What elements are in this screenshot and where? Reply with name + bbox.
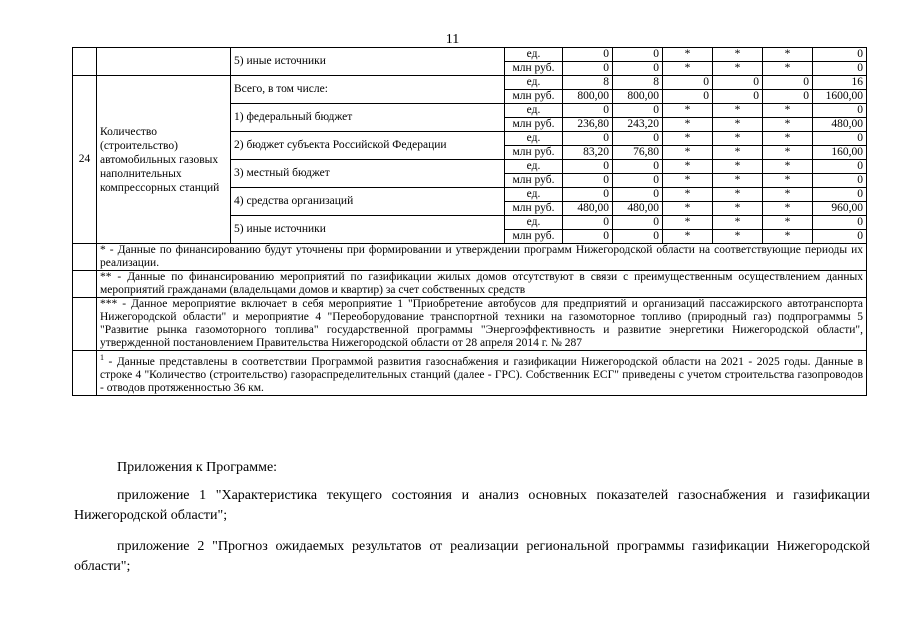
- value-cell: 0: [613, 230, 663, 244]
- value-cell: 0: [563, 132, 613, 146]
- value-cell: 0: [613, 132, 663, 146]
- value-cell: 0: [813, 62, 867, 76]
- value-cell: *: [713, 174, 763, 188]
- value-cell: *: [763, 202, 813, 216]
- value-cell: 16: [813, 76, 867, 90]
- value-cell: *: [763, 104, 813, 118]
- value-cell: *: [763, 188, 813, 202]
- value-cell: 0: [813, 188, 867, 202]
- value-cell: *: [763, 230, 813, 244]
- value-cell: 0: [613, 48, 663, 62]
- note-left-cell: [73, 244, 97, 271]
- row-index: 24: [73, 76, 97, 244]
- value-cell: 0: [563, 160, 613, 174]
- value-cell: 0: [613, 62, 663, 76]
- indicator-cell: [97, 48, 231, 76]
- value-cell: 960,00: [813, 202, 867, 216]
- unit-cell: млн руб.: [505, 146, 563, 160]
- source-name-cell: 5) иные источники: [231, 48, 505, 76]
- value-cell: 0: [613, 216, 663, 230]
- value-cell: *: [713, 160, 763, 174]
- value-cell: 0: [563, 62, 613, 76]
- value-cell: *: [663, 62, 713, 76]
- note-left-cell: [73, 271, 97, 298]
- appendix-item-1: приложение 1 "Характеристика текущего состояния и анализ основных показателей газоснабжения и газификации Нижегородской области";: [74, 488, 870, 523]
- value-cell: 76,80: [613, 146, 663, 160]
- value-cell: *: [713, 62, 763, 76]
- value-cell: 8: [613, 76, 663, 90]
- value-cell: 0: [613, 188, 663, 202]
- value-cell: *: [713, 104, 763, 118]
- value-cell: *: [663, 48, 713, 62]
- value-cell: 160,00: [813, 146, 867, 160]
- value-cell: *: [713, 230, 763, 244]
- unit-cell: ед.: [505, 216, 563, 230]
- value-cell: 0: [563, 188, 613, 202]
- value-cell: *: [763, 48, 813, 62]
- value-cell: 0: [563, 230, 613, 244]
- value-cell: 0: [563, 104, 613, 118]
- unit-cell: млн руб.: [505, 118, 563, 132]
- value-cell: *: [763, 160, 813, 174]
- value-cell: 0: [713, 76, 763, 90]
- value-cell: 0: [813, 104, 867, 118]
- source-name-cell: 1) федеральный бюджет: [231, 104, 505, 132]
- value-cell: 0: [663, 90, 713, 104]
- footnote-3: *** - Данное мероприятие включает в себя мероприятие 1 "Приобретение автобусов для предприятий и организаций пассажирского автотранспорта Нижегородской области" и мероприятие 4 "Переоборудование транспортной техники на газомоторное топливо (природный газ) подпрограммы 5 "Развитие рынка газомоторного топлива" государственной программы "Энергоэффективность и развитие энергетики Нижегородской области", утвержденной постановлением Правительства Нижегородской области от 28 апреля 2014 г. № 287: [97, 298, 867, 351]
- unit-cell: ед.: [505, 160, 563, 174]
- value-cell: 0: [813, 160, 867, 174]
- value-cell: 8: [563, 76, 613, 90]
- unit-cell: млн руб.: [505, 174, 563, 188]
- value-cell: *: [713, 216, 763, 230]
- value-cell: *: [713, 118, 763, 132]
- footnote-1: * - Данные по финансированию будут уточнены при формировании и утверждении программ Нижегородской области на соответствующие периоды их реализации.: [97, 244, 867, 271]
- footnote-2: ** - Данные по финансированию мероприятий по газификации жилых домов отсутствуют в связи с преимущественным осуществлением данных мероприятий гражданами (владельцами домов и квартир) за счет собственных средств: [97, 271, 867, 298]
- value-cell: *: [663, 118, 713, 132]
- table-row: [73, 76, 867, 90]
- value-cell: 0: [713, 90, 763, 104]
- value-cell: 800,00: [563, 90, 613, 104]
- unit-cell: ед.: [505, 76, 563, 90]
- value-cell: 0: [613, 160, 663, 174]
- value-cell: *: [663, 230, 713, 244]
- value-cell: 0: [613, 104, 663, 118]
- value-cell: 0: [813, 132, 867, 146]
- source-name-cell: 4) средства организаций: [231, 188, 505, 216]
- note-row: [73, 271, 867, 298]
- value-cell: *: [763, 62, 813, 76]
- footnote-4: [97, 351, 867, 396]
- financing-table: [72, 47, 867, 396]
- value-cell: *: [663, 146, 713, 160]
- value-cell: 0: [563, 174, 613, 188]
- value-cell: 236,80: [563, 118, 613, 132]
- value-cell: *: [713, 132, 763, 146]
- value-cell: 0: [563, 48, 613, 62]
- value-cell: *: [763, 216, 813, 230]
- source-name-cell: Всего, в том числе:: [231, 76, 505, 104]
- unit-cell: ед.: [505, 104, 563, 118]
- unit-cell: ед.: [505, 48, 563, 62]
- value-cell: 83,20: [563, 146, 613, 160]
- source-name-cell: 3) местный бюджет: [231, 160, 505, 188]
- value-cell: 0: [763, 90, 813, 104]
- value-cell: *: [663, 174, 713, 188]
- table-row: [73, 48, 867, 62]
- value-cell: 480,00: [813, 118, 867, 132]
- value-cell: 0: [663, 76, 713, 90]
- value-cell: *: [663, 216, 713, 230]
- value-cell: *: [763, 132, 813, 146]
- value-cell: *: [663, 132, 713, 146]
- footnote-text: - Данные представлены в соответствии Программой развития газоснабжения и газификации Нижегородской области на 2021 - 2025 годы. Данные в строке 4 "Количество (строительство) газораспределительных станций (далее - ГРС). Собственник ЕСГ" приведены с учетом строительства газопроводов - отводов протяженностью 36 км.: [100, 355, 863, 394]
- appendix-heading: Приложения к Программе:: [117, 460, 278, 475]
- value-cell: *: [663, 188, 713, 202]
- appendix-item-2: приложение 2 "Прогноз ожидаемых результатов от реализации региональной программы газификации Нижегородской области";: [74, 539, 870, 574]
- value-cell: *: [663, 202, 713, 216]
- value-cell: 0: [763, 76, 813, 90]
- unit-cell: ед.: [505, 188, 563, 202]
- note-left-cell: [73, 298, 97, 351]
- value-cell: 480,00: [613, 202, 663, 216]
- unit-cell: млн руб.: [505, 230, 563, 244]
- indicator-name: Количество (строительство) автомобильных газовых наполнительных компрессорных станций: [97, 76, 231, 244]
- source-name-cell: 2) бюджет субъекта Российской Федерации: [231, 132, 505, 160]
- value-cell: 0: [563, 216, 613, 230]
- index-cell: [73, 48, 97, 76]
- note-row: [73, 351, 867, 396]
- value-cell: *: [713, 146, 763, 160]
- value-cell: 0: [613, 174, 663, 188]
- source-name-cell: 5) иные источники: [231, 216, 505, 244]
- value-cell: 0: [813, 174, 867, 188]
- value-cell: 0: [813, 48, 867, 62]
- value-cell: *: [763, 118, 813, 132]
- note-left-cell: [73, 351, 97, 396]
- value-cell: 243,20: [613, 118, 663, 132]
- footnote-marker: 1: [100, 353, 104, 362]
- value-cell: 0: [813, 230, 867, 244]
- note-row: [73, 298, 867, 351]
- page-number: 11: [445, 32, 460, 47]
- unit-cell: млн руб.: [505, 90, 563, 104]
- value-cell: *: [663, 104, 713, 118]
- unit-cell: ед.: [505, 132, 563, 146]
- unit-cell: млн руб.: [505, 62, 563, 76]
- unit-cell: млн руб.: [505, 202, 563, 216]
- value-cell: *: [663, 160, 713, 174]
- value-cell: *: [763, 174, 813, 188]
- value-cell: *: [713, 48, 763, 62]
- value-cell: *: [763, 146, 813, 160]
- value-cell: *: [713, 202, 763, 216]
- value-cell: *: [713, 188, 763, 202]
- value-cell: 480,00: [563, 202, 613, 216]
- value-cell: 1600,00: [813, 90, 867, 104]
- value-cell: 800,00: [613, 90, 663, 104]
- value-cell: 0: [813, 216, 867, 230]
- note-row: [73, 244, 867, 271]
